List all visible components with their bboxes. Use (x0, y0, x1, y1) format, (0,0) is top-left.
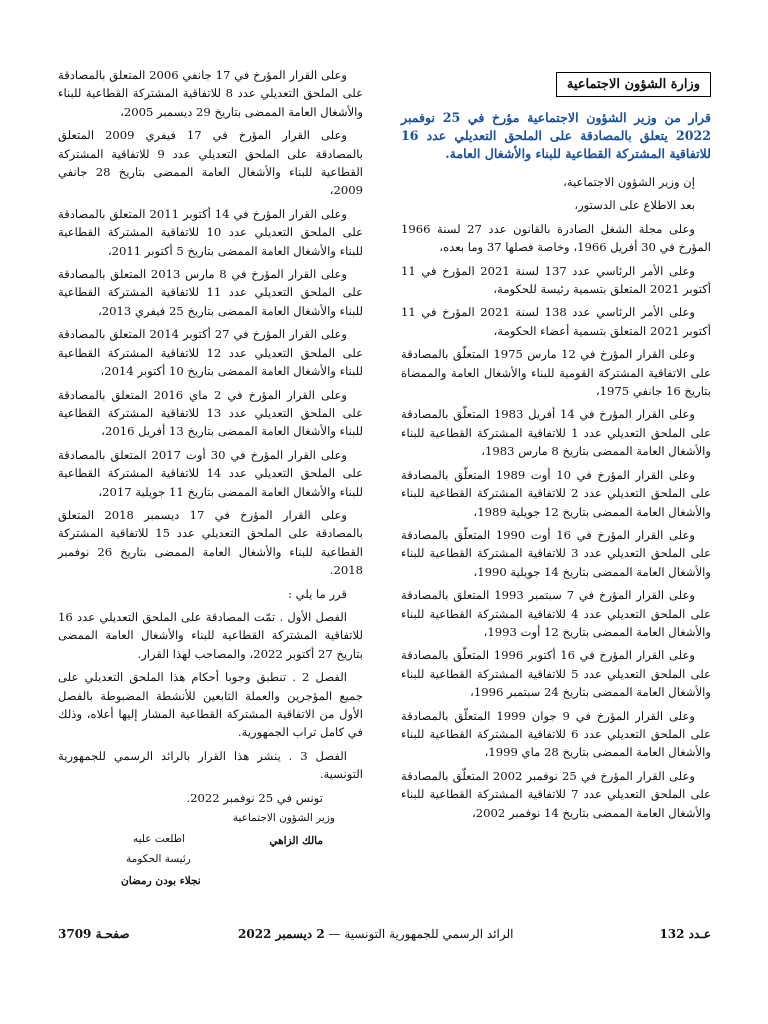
minister-title: وزير الشؤون الاجتماعية (232, 812, 335, 825)
issue-date: 2 ديسمبر 2022 (238, 927, 325, 941)
signature-block (58, 812, 363, 892)
left-column (58, 66, 363, 892)
issue-number: عـدد 132 (659, 927, 711, 941)
preamble-paragraph: وعلى القرار المؤرخ في 17 جانفي 2006 المتعلق بالمصادقة على الملحق التعديلي عدد 8 للاتفاقية المشتركة القطاعية للبناء والأشغال العامة الممضى بتاريخ 29 ديسمبر 2005، (58, 68, 363, 119)
preamble-paragraph: وعلى القرار المؤرخ في 25 نوفمبر 2002 المتعلّق بالمصادقة على الملحق التعديلي عدد 7 للاتفاقية المشتركة القطاعية للبناء والأشغال العامة الممضى بتاريخ 14 نوفمبر 2002، (401, 768, 711, 820)
right-column (401, 66, 711, 827)
pm-title: رئيسة الحكومة (126, 853, 191, 866)
preamble-paragraph: وعلى الأمر الرئاسي عدد 137 لسنة 2021 المؤرخ في 11 أكتوبر 2021 المتعلق بتسمية رئيسة للحكومة، (401, 263, 711, 297)
gazette-line (238, 927, 514, 941)
preamble-paragraph: وعلى القرار المؤرخ في 9 جوان 1999 المتعلّق بالمصادقة على الملحق التعديلي عدد 6 للاتفاقية المشتركة القطاعية للبناء والأشغال العامة الممضى بتاريخ 28 ماي 1999، (401, 708, 711, 760)
preamble-paragraph: وعلى القرار المؤرخ في 17 ديسمبر 2018 المتعلق بالمصادقة على الملحق التعديلي عدد 15 للاتفاقية المشتركة القطاعية للبناء والأشغال العامة الممضى بتاريخ 26 نوفمبر 2018. (58, 507, 363, 578)
preamble-paragraph: وعلى القرار المؤرخ في 8 مارس 2013 المتعلق بالمصادقة على الملحق التعديلي عدد 11 للاتفاقية المشتركة القطاعية للبناء والأشغال العامة الممضى بتاريخ 25 فيفري 2013، (58, 267, 363, 318)
page-number: صفحـة 3709 (58, 927, 130, 941)
gazette-name: الرائد الرسمي للجمهورية التونسية — (328, 927, 514, 941)
preamble-paragraph: وعلى مجلة الشغل الصادرة بالقانون عدد 27 لسنة 1966 المؤرخ في 30 أفريل 1966، وخاصة فصلها 37 وما بعده، (401, 221, 711, 255)
preamble-paragraph: وعلى القرار المؤرخ في 2 ماي 2016 المتعلق بالمصادقة على الملحق التعديلي عدد 13 للاتفاقية المشتركة القطاعية للبناء والأشغال العامة الممضى بتاريخ 13 أفريل 2016، (58, 387, 363, 439)
preamble-paragraph: بعد الاطلاع على الدستور، (574, 198, 695, 213)
article-2: الفصل 2 . تنطبق وجوبا أحكام هذا الملحق التعديلي على جميع المؤجرين والعملة التابعين للأنشطة المضبوطة بالفصل الأول من الاتفاقية المشتركة القطاعية المشار إليها أعلاه، وذلك في كامل تراب الجمهورية. (58, 670, 363, 740)
preamble-paragraph: وعلى القرار المؤرخ في 7 سبتمبر 1993 المتعلق بالمصادقة على الملحق التعديلي عدد 4 للاتفاقية المشتركة القطاعية للبناء والأشغال العامة الممضى بتاريخ 12 أوت 1993، (401, 588, 711, 639)
decree-title: قرار من وزير الشؤون الاجتماعية مؤرخ في 25 نوفمبر 2022 يتعلق بالمصادقة على الملحق التعديلي عدد 16 للاتفاقية المشتركة القطاعية للبناء والأشغال العامة. (401, 110, 711, 161)
ministry-header (401, 66, 711, 109)
preamble-paragraph: وعلى القرار المؤرخ في 16 أكتوبر 1996 المتعلّق بالمصادقة على الملحق التعديلي عدد 5 للاتفاقية المشتركة القطاعية للبناء والأشغال العامة الممضى بتاريخ 24 سبتمبر 1996، (401, 648, 711, 700)
preamble-paragraph: وعلى القرار المؤرخ في 30 أوت 2017 المتعلق بالمصادقة على الملحق التعديلي عدد 14 للاتفاقية المشتركة القطاعية للبناء والأشغال العامة الممضى بتاريخ 11 جويلية 2017، (58, 447, 363, 499)
minister-name: مالك الزاهي (269, 835, 323, 848)
preamble-paragraph: وعلى القرار المؤرخ في 10 أوت 1989 المتعلّق بالمصادقة على الملحق التعديلي عدد 2 للاتفاقية المشتركة القطاعية للبناء والأشغال العامة الممضى بتاريخ 12 جويلية 1989، (401, 467, 711, 519)
decides-line: قرر ما يلي : (288, 586, 347, 601)
preamble-paragraph: وعلى القرار المؤرخ في 27 أكتوبر 2014 المتعلق بالمصادقة على الملحق التعديلي عدد 12 للاتفاقية المشتركة القطاعية للبناء والأشغال العامة الممضى بتاريخ 10 أكتوبر 2014، (58, 327, 363, 379)
preamble-paragraph: وعلى القرار المؤرخ في 12 مارس 1975 المتعلّق بالمصادقة على الاتفاقية المشتركة القومية للبناء والأشغال العامة والممضاة بتاريخ 16 جانفي 1975، (401, 347, 711, 399)
article-3: الفصل 3 . ينشر هذا القرار بالرائد الرسمي للجمهورية التونسية. (58, 748, 363, 782)
preamble-paragraph: وعلى القرار المؤرخ في 14 أفريل 1983 المتعلّق بالمصادقة على الملحق التعديلي عدد 1 للاتفاقية المشتركة القطاعية للبناء والأشغال العامة الممضى بتاريخ 8 مارس 1983، (401, 407, 711, 459)
preamble-paragraph: وعلى القرار المؤرخ في 17 فيفري 2009 المتعلق بالمصادقة على الملحق التعديلي عدد 9 للاتفاقية المشتركة القطاعية للبناء والأشغال العامة الممضى بتاريخ 28 جانفي 2009، (58, 128, 364, 198)
ministry-box: وزارة الشؤون الاجتماعية (556, 72, 711, 97)
preamble-paragraph: وعلى القرار المؤرخ في 14 أكتوبر 2011 المتعلق بالمصادقة على الملحق التعديلي عدد 10 للاتفاقية المشتركة القطاعية للبناء والأشغال العامة الممضى بتاريخ 5 أكتوبر 2011، (58, 206, 363, 258)
pm-name: نجلاء بودن رمضان (121, 875, 201, 888)
preamble-paragraph: وعلى القرار المؤرخ في 16 أوت 1990 المتعلّق بالمصادقة على الملحق التعديلي عدد 3 للاتفاقية المشتركة القطاعية للبناء والأشغال العامة الممضى بتاريخ 14 جويلية 1990، (401, 527, 711, 579)
preamble-paragraph: إن وزير الشؤون الاجتماعية، (563, 175, 695, 189)
preamble-paragraph: وعلى الأمر الرئاسي عدد 138 لسنة 2021 المؤرخ في 11 أكتوبر 2021 المتعلق بتسمية أعضاء الحكومة، (401, 305, 711, 338)
seen-by-label: اطلعت عليه (133, 833, 186, 846)
article-1: الفصل الأول . تمّت المصادقة على الملحق التعديلي عدد 16 للاتفاقية المشتركة القطاعية للبناء والأشغال العامة الممضى بتاريخ 27 أكتوبر 2022، والمصاحب لهذا القرار. (58, 609, 363, 661)
place-date: تونس في 25 نوفمبر 2022. (186, 790, 323, 805)
page-footer (58, 927, 711, 947)
